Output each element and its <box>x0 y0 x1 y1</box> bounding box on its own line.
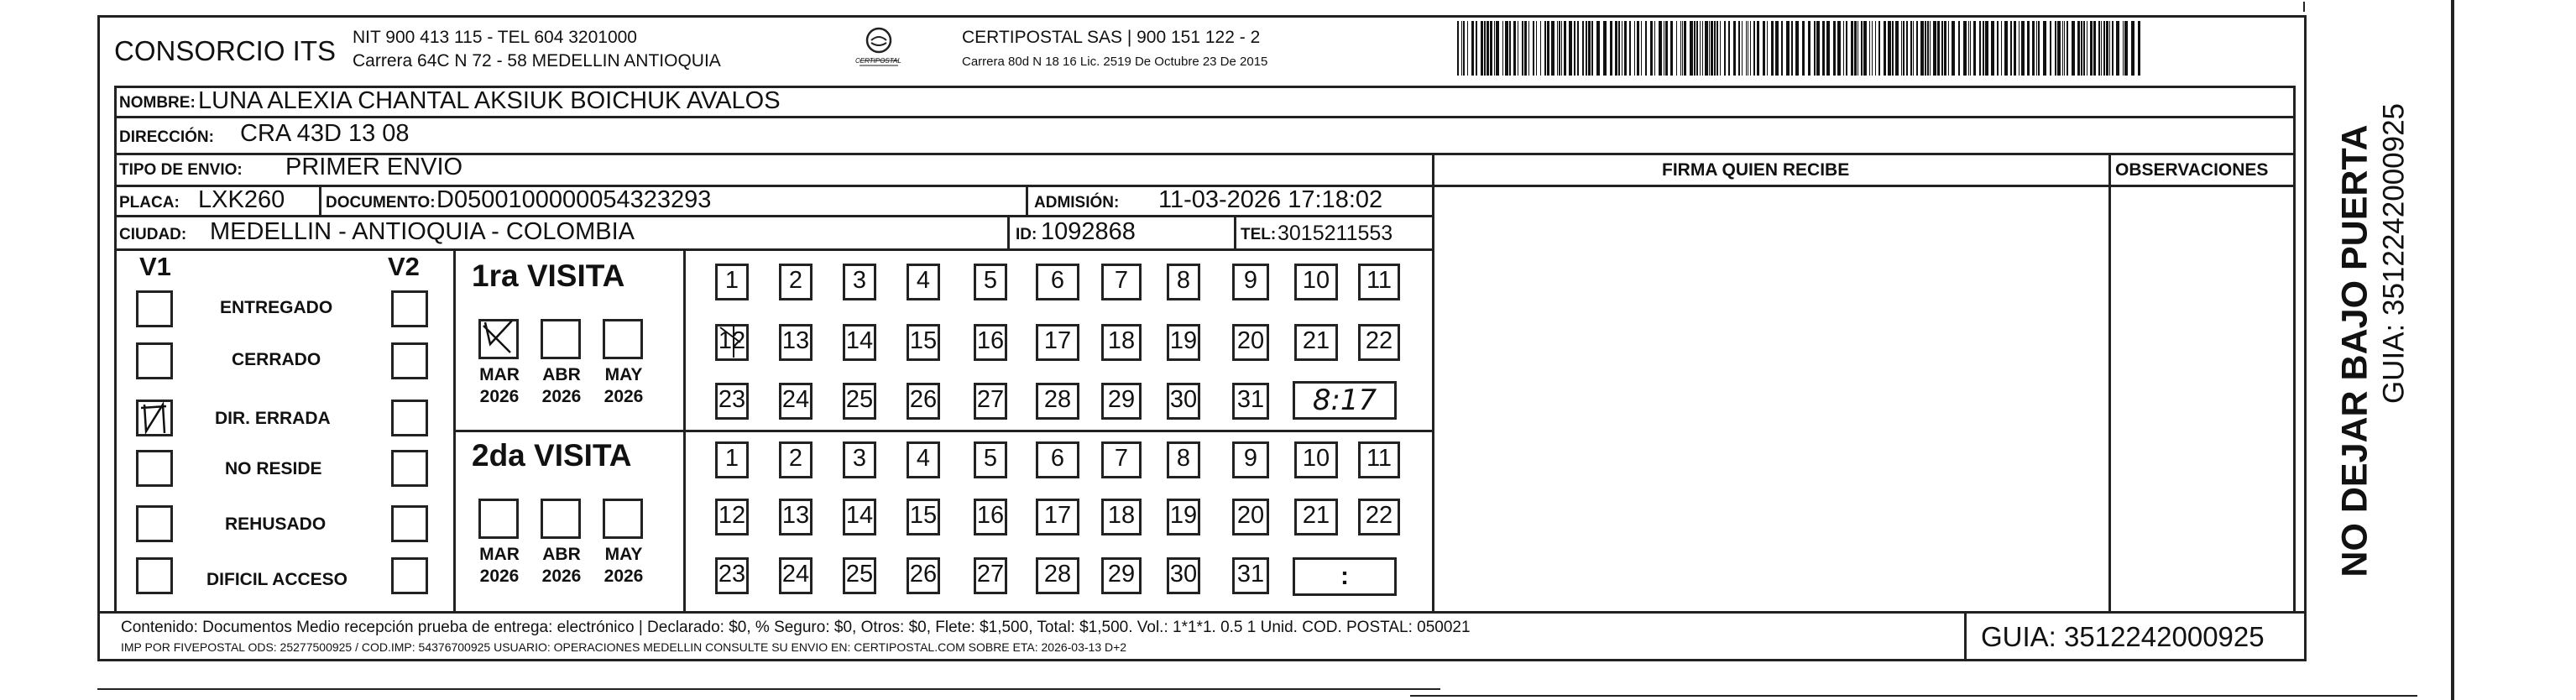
documento-value: D0500100000054323293 <box>436 186 712 213</box>
bottom-cut-line <box>97 688 1440 690</box>
visit1-month-label: ABR <box>542 365 581 384</box>
visit1-day-box[interactable]: 29 <box>1101 383 1142 420</box>
nombre-value: LUNA ALEXIA CHANTAL AKSIUK BOICHUK AVALOS <box>198 87 781 114</box>
visit1-day-box[interactable]: 28 <box>1036 383 1079 420</box>
bottom-cut-line-right <box>1410 695 2417 697</box>
status-no-reside: NO RESIDE <box>225 459 322 478</box>
v1-checkbox-no-reside[interactable] <box>136 450 173 487</box>
col-line <box>1432 153 1434 611</box>
handwritten-check-mark-icon <box>478 319 519 359</box>
visit2-day-box[interactable]: 16 <box>974 499 1007 535</box>
visit1-day-box[interactable]: 27 <box>974 383 1007 420</box>
visit2-day-box[interactable]: 17 <box>1036 499 1079 535</box>
visit2-day-box[interactable]: 28 <box>1036 557 1079 594</box>
status-dir-errada: DIR. ERRADA <box>215 409 331 428</box>
admision-value: 11-03-2026 17:18:02 <box>1158 186 1383 213</box>
visit1-time-box[interactable] <box>1293 381 1397 420</box>
tipo-label: TIPO DE ENVIO: <box>119 161 243 179</box>
visit1-day-box[interactable]: 7 <box>1101 264 1142 300</box>
visit2-day-box[interactable]: 3 <box>843 441 876 478</box>
visit2-month-checkbox[interactable] <box>603 499 643 539</box>
col-line <box>2108 153 2111 611</box>
handwritten-check-mark-icon <box>715 324 749 361</box>
ciudad-label: CIUDAD: <box>119 226 187 243</box>
visit1-day-box[interactable]: 8 <box>1167 264 1200 300</box>
visit1-month-checkbox[interactable] <box>603 319 643 359</box>
left-line <box>114 86 117 611</box>
ciudad-value: MEDELLIN - ANTIOQUIA - COLOMBIA <box>210 218 635 245</box>
status-dificil-acceso: DIFICIL ACCESO <box>206 570 348 589</box>
visit2-month-label: ABR <box>542 545 581 564</box>
tel-value: 3015211553 <box>1278 222 1393 245</box>
status-cerrado: CERRADO <box>232 350 321 369</box>
visit2-year-label: 2026 <box>541 567 582 586</box>
v2-checkbox-cerrado[interactable] <box>391 342 428 379</box>
visit2-day-box[interactable]: 12 <box>715 499 749 535</box>
visit1-day-box[interactable]: 30 <box>1167 383 1200 420</box>
right-tick <box>2303 2 2305 12</box>
placa-value: LXK260 <box>198 186 285 213</box>
visit2-year-label: 2026 <box>604 567 644 586</box>
visit2-day-box[interactable]: 7 <box>1101 441 1142 478</box>
visit1-month-label: MAY <box>604 365 643 384</box>
visit1-day-box[interactable]: 24 <box>779 383 813 420</box>
visit1-day-box[interactable]: 20 <box>1232 324 1269 361</box>
visit1-year-label: 2026 <box>604 387 644 406</box>
visit2-day-box[interactable]: 19 <box>1167 499 1200 535</box>
v1-checkbox-rehusado[interactable] <box>136 505 173 542</box>
visit2-day-box[interactable]: 5 <box>974 441 1007 478</box>
visit2-day-box[interactable]: 25 <box>843 557 876 594</box>
visit2-day-box[interactable]: 23 <box>715 557 749 594</box>
col-line <box>453 248 456 611</box>
visit1-day-box[interactable]: 18 <box>1101 324 1142 361</box>
col-line <box>1026 185 1028 215</box>
company-address: Carrera 64C N 72 - 58 MEDELLIN ANTIOQUIA <box>353 51 721 71</box>
row-line <box>114 248 1434 251</box>
placa-label: PLACA: <box>119 194 180 212</box>
visit2-day-box[interactable]: 29 <box>1101 557 1142 594</box>
footer-imp: IMP POR FIVEPOSTAL ODS: 25277500925 / COD.IMP: 54376700925 USUARIO: OPERACIONES MEDELLIN CONSULTE SU ENVIO EN: CERTIPOSTAL.COM SOBRE ETA: 2026-03-13 D+2 <box>121 640 1127 654</box>
visit2-day-box[interactable]: 14 <box>843 499 876 535</box>
visit2-day-box[interactable]: 31 <box>1232 557 1269 594</box>
visit2-day-box[interactable]: 4 <box>907 441 940 478</box>
visit2-time: : <box>1340 562 1349 590</box>
visit1-day-box[interactable]: 4 <box>907 264 940 300</box>
visit1-day-box[interactable]: 9 <box>1232 264 1269 300</box>
right-line <box>2293 86 2296 611</box>
nombre-label: NOMBRE: <box>119 94 196 112</box>
visit2-day-box[interactable]: 6 <box>1036 441 1079 478</box>
visit1-month-label: MAR <box>479 365 520 384</box>
visit1-day-box[interactable]: 19 <box>1167 324 1200 361</box>
row-line <box>114 116 2293 118</box>
visit1-day-box[interactable]: 22 <box>1358 324 1400 361</box>
id-label: ID: <box>1016 226 1037 243</box>
visit1-day-box[interactable]: 11 <box>1358 264 1400 300</box>
v1-checkbox-cerrado[interactable] <box>136 342 173 379</box>
id-value: 1092868 <box>1041 218 1136 245</box>
visit2-day-box[interactable]: 18 <box>1101 499 1142 535</box>
v2-checkbox-entregado[interactable] <box>391 290 428 327</box>
row-line <box>455 430 1434 432</box>
visit2-day-box[interactable]: 24 <box>779 557 813 594</box>
col-line <box>1007 215 1010 248</box>
visit2-month-checkbox[interactable] <box>541 499 581 539</box>
barcode <box>1457 21 2145 76</box>
documento-label: DOCUMENTO: <box>326 194 436 212</box>
visit2-month-label: MAR <box>479 545 520 564</box>
visit1-day-box[interactable]: 25 <box>843 383 876 420</box>
col-line <box>1964 611 1967 661</box>
visit1-day-box[interactable]: 15 <box>907 324 940 361</box>
visit2-year-label: 2026 <box>479 567 520 586</box>
visit1-day-box[interactable]: 10 <box>1294 264 1338 300</box>
v2-checkbox-rehusado[interactable] <box>391 505 428 542</box>
visit1-day-box[interactable]: 3 <box>843 264 876 300</box>
visit2-day-box[interactable]: 26 <box>907 557 940 594</box>
visit1-day-box[interactable]: 13 <box>779 324 813 361</box>
firma-header: FIRMA QUIEN RECIBE <box>1662 160 1850 180</box>
footer-guia: GUIA: 3512242000925 <box>1981 621 2265 652</box>
v1-checkbox-dir-errada[interactable] <box>136 400 173 436</box>
tipo-value: PRIMER ENVIO <box>285 154 463 180</box>
visit1-year-label: 2026 <box>479 387 520 406</box>
side-guia: GUIA: 3512242000925 <box>2377 102 2411 405</box>
v1-checkbox-dificil-acceso[interactable] <box>136 557 173 594</box>
col-line <box>683 248 686 611</box>
visit2-day-box[interactable]: 21 <box>1294 499 1338 535</box>
visit2-day-box[interactable]: 22 <box>1358 499 1400 535</box>
handwritten-check-mark-icon <box>136 400 173 436</box>
visit2-day-box[interactable]: 15 <box>907 499 940 535</box>
col-line <box>1234 215 1236 248</box>
certipostal-line: CERTIPOSTAL SAS | 900 151 122 - 2 <box>962 28 1261 47</box>
visit1-time: 8:17 <box>1312 384 1377 417</box>
visit1-day-box[interactable]: 31 <box>1232 383 1269 420</box>
visit1-day-box[interactable]: 2 <box>779 264 813 300</box>
visit2-day-box[interactable]: 1 <box>715 441 749 478</box>
status-entregado: ENTREGADO <box>220 298 333 317</box>
no-dejar-bajo-puerta: NO DEJAR BAJO PUERTA <box>2334 124 2375 577</box>
visit1-day-box[interactable]: 21 <box>1294 324 1338 361</box>
visit1-day-box[interactable]: 16 <box>974 324 1007 361</box>
visit1-day-box[interactable]: 26 <box>907 383 940 420</box>
right-edge-line <box>2451 0 2454 700</box>
visit1-day-box[interactable]: 5 <box>974 264 1007 300</box>
visit2-month-checkbox[interactable] <box>478 499 519 539</box>
visit2-month-label: MAY <box>604 545 643 564</box>
visit1-day-box[interactable]: 1 <box>715 264 749 300</box>
tel-label: TEL: <box>1241 226 1277 243</box>
visit1-day-box[interactable]: 17 <box>1036 324 1079 361</box>
company-name: CONSORCIO ITS <box>114 35 337 66</box>
observaciones-header: OBSERVACIONES <box>2115 160 2269 180</box>
visit1-title: 1ra VISITA <box>472 259 625 293</box>
visit2-day-box[interactable]: 11 <box>1358 441 1400 478</box>
v1-checkbox-entregado[interactable] <box>136 290 173 327</box>
visit1-month-checkbox[interactable] <box>541 319 581 359</box>
visit1-month-checkbox[interactable] <box>478 319 519 359</box>
visit2-title: 2da VISITA <box>472 438 632 473</box>
certipostal-address: Carrera 80d N 18 16 Lic. 2519 De Octubre 23 De 2015 <box>962 55 1268 69</box>
admision-label: ADMISIÓN: <box>1034 194 1120 212</box>
visit2-day-box[interactable]: 10 <box>1294 441 1338 478</box>
logo-text: CERTIPOSTAL <box>855 57 901 65</box>
visit2-day-box[interactable]: 9 <box>1232 441 1269 478</box>
v2-checkbox-no-reside[interactable] <box>391 450 428 487</box>
visit1-day-box[interactable]: 14 <box>843 324 876 361</box>
visit2-day-box[interactable]: 30 <box>1167 557 1200 594</box>
visit2-day-box[interactable]: 27 <box>974 557 1007 594</box>
visit2-day-box[interactable]: 13 <box>779 499 813 535</box>
visit1-day-box[interactable]: 23 <box>715 383 749 420</box>
direccion-value: CRA 43D 13 08 <box>240 120 410 147</box>
visit1-day-box[interactable]: 6 <box>1036 264 1079 300</box>
v1-label: V1 <box>139 252 171 281</box>
visit2-day-box[interactable]: 2 <box>779 441 813 478</box>
v2-checkbox-dificil-acceso[interactable] <box>391 557 428 594</box>
visit2-time-box[interactable] <box>1293 557 1397 596</box>
visit1-year-label: 2026 <box>541 387 582 406</box>
direccion-label: DIRECCIÓN: <box>119 128 214 146</box>
footer-line <box>97 611 2307 614</box>
certipostal-logo <box>854 25 903 72</box>
visit2-day-box[interactable]: 8 <box>1167 441 1200 478</box>
col-line <box>319 185 321 215</box>
footer-contenido: Contenido: Documentos Medio recepción prueba de entrega: electrónico | Declarado: $0, % Seguro: $0, Otros: $0, Flete: $1,500, Total: $1,500. Vol.: 1*1*1. 0.5 1 Unid. COD. POSTAL: 050021 <box>121 619 1471 636</box>
nit-line: NIT 900 413 115 - TEL 604 3201000 <box>353 28 637 47</box>
status-rehusado: REHUSADO <box>225 515 327 534</box>
visit2-day-box[interactable]: 20 <box>1232 499 1269 535</box>
v2-label: V2 <box>388 252 420 281</box>
visit1-day-box[interactable]: 12 <box>715 324 749 361</box>
v2-checkbox-dir-errada[interactable] <box>391 400 428 436</box>
